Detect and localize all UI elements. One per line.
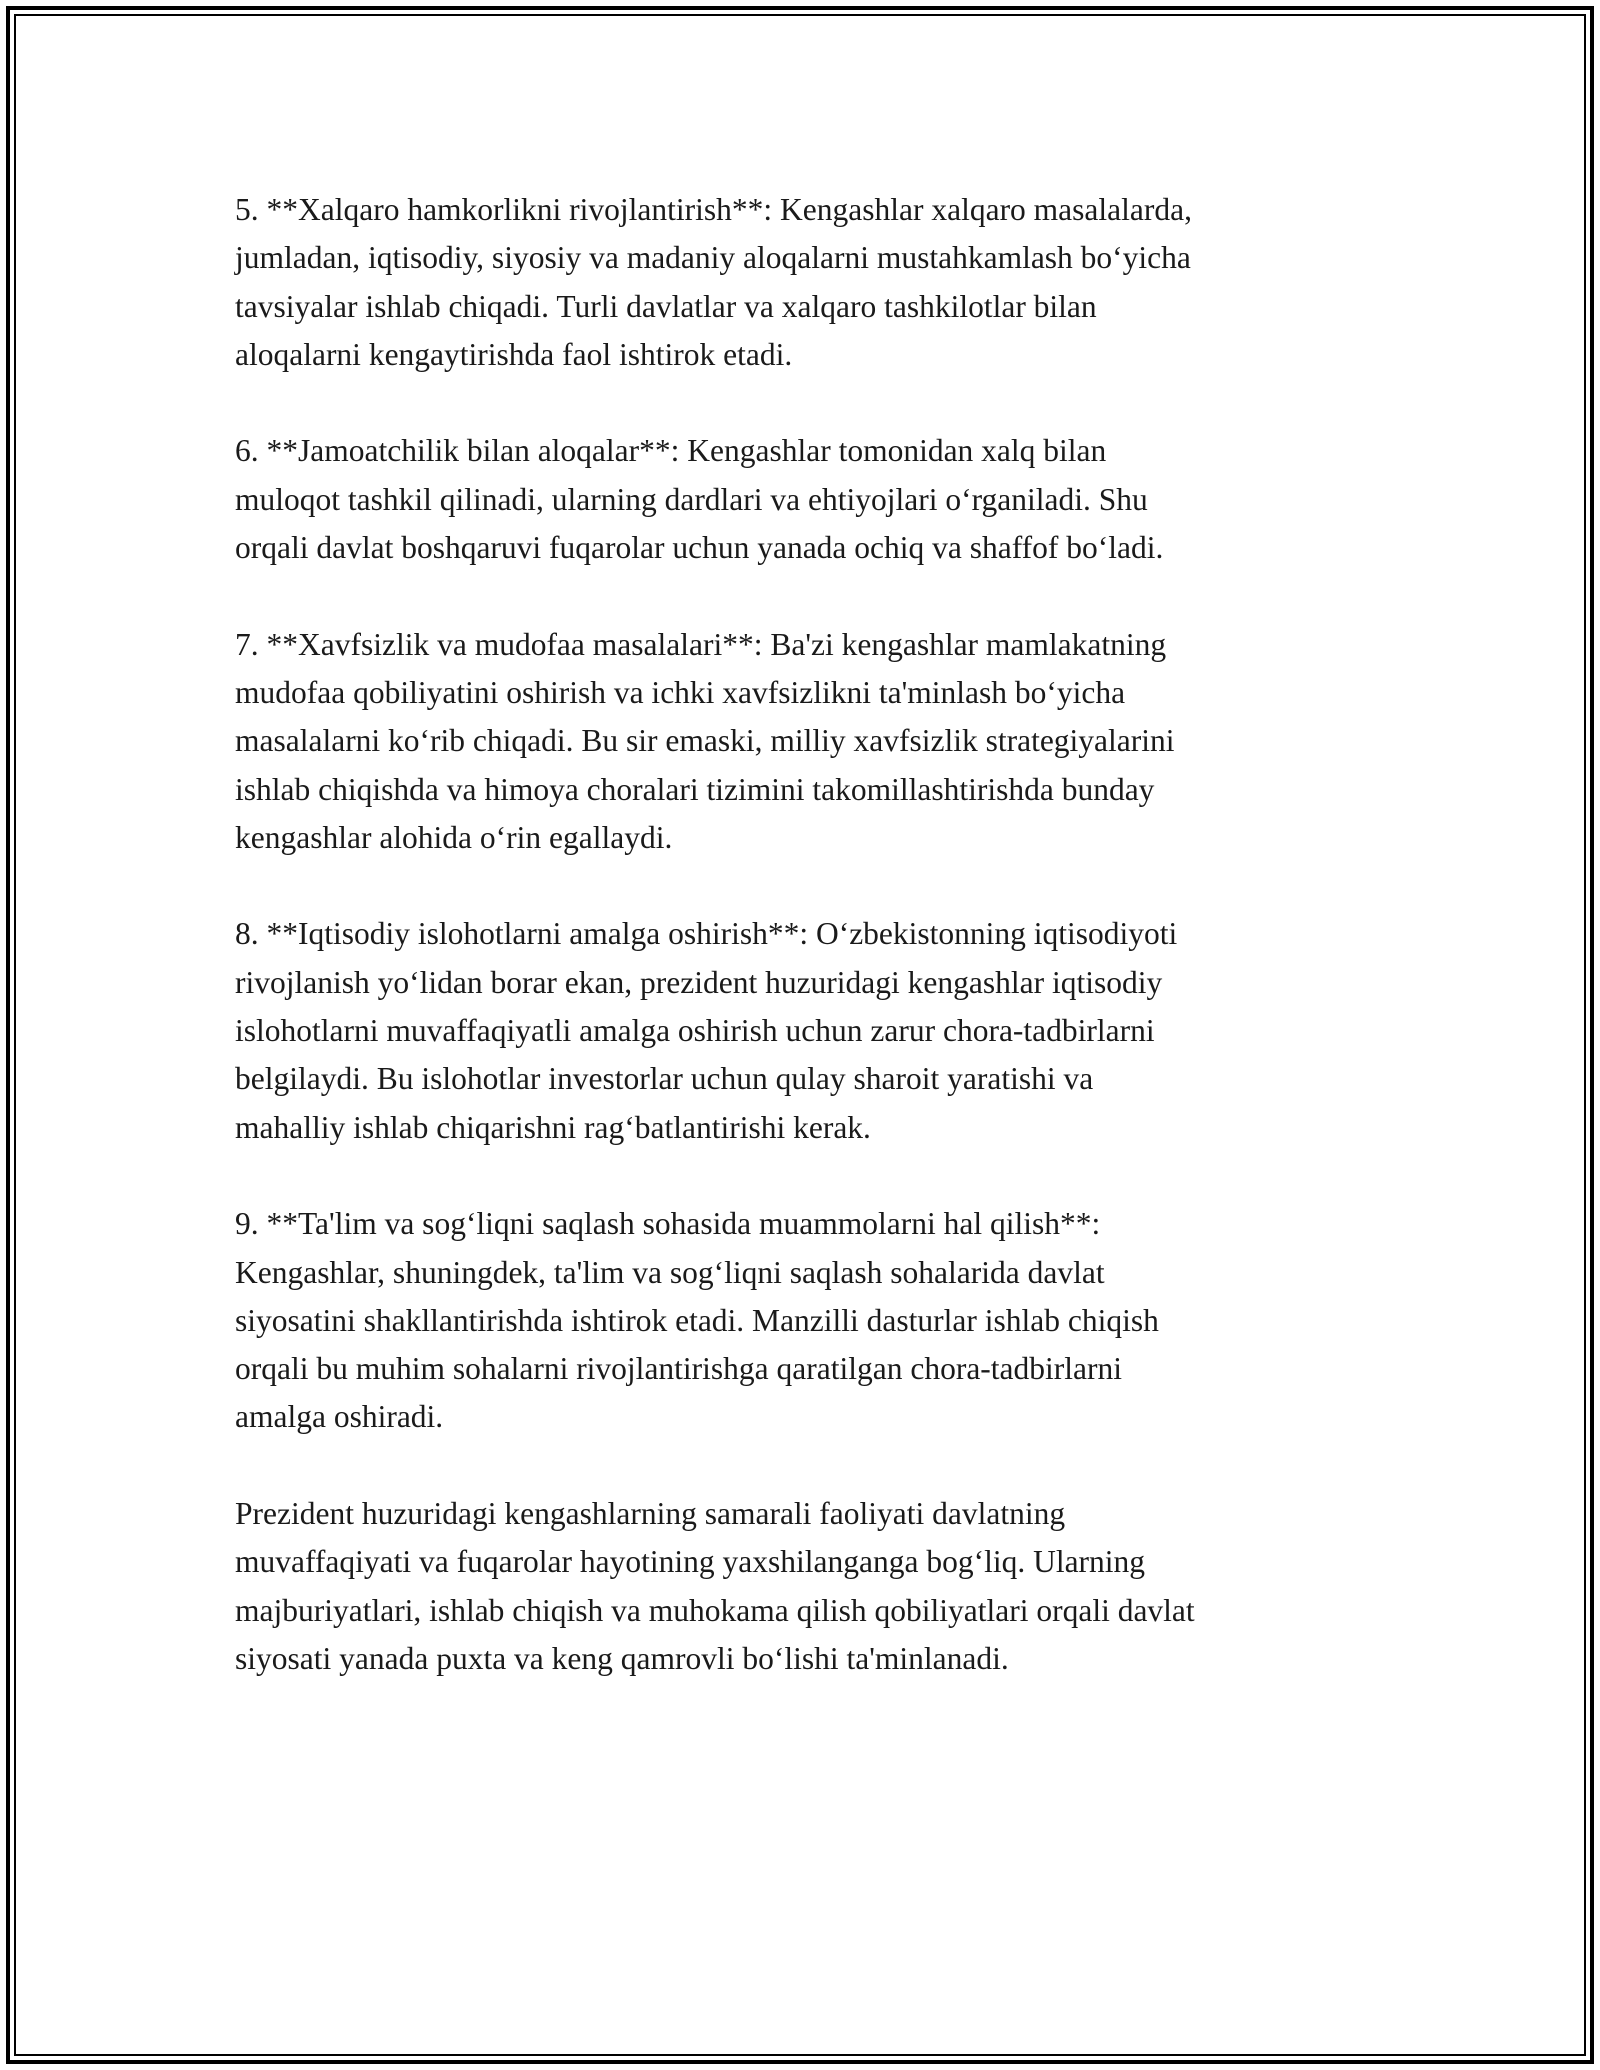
text-line: 8. **Iqtisodiy islohotlarni amalga oshirish**: O‘zbekistonning iqtisodiyoti: [235, 916, 1178, 952]
paragraph-education-health: [235, 1200, 1385, 1441]
text-line: tavsiyalar ishlab chiqadi. Turli davlatlar va xalqaro tashkilotlar bilan: [235, 288, 1097, 324]
text-line: siyosati yanada puxta va keng qamrovli bo‘lishi ta'minlanadi.: [235, 1640, 1009, 1676]
paragraph-international-cooperation: [235, 186, 1385, 379]
text-line: orqali davlat boshqaruvi fuqarolar uchun yanada ochiq va shaffof bo‘ladi.: [235, 530, 1164, 566]
text-line: mahalliy ishlab chiqarishni rag‘batlantirishi kerak.: [235, 1109, 871, 1145]
paragraph-public-relations: [235, 427, 1385, 572]
text-line: belgilaydi. Bu islohotlar investorlar uchun qulay sharoit yaratishi va: [235, 1061, 1094, 1097]
text-line: Prezident huzuridagi kengashlarning samarali faoliyati davlatning: [235, 1496, 1066, 1532]
document-body: [235, 186, 1385, 1732]
text-line: islohotlarni muvaffaqiyatli amalga oshirish uchun zarur chora-tadbirlarni: [235, 1013, 1155, 1049]
text-line: jumladan, iqtisodiy, siyosiy va madaniy aloqalarni mustahkamlash bo‘yicha: [235, 240, 1191, 276]
text-line: mudofaa qobiliyatini oshirish va ichki xavfsizlikni ta'minlash bo‘yicha: [235, 674, 1126, 710]
text-line: siyosatini shakllantirishda ishtirok etadi. Manzilli dasturlar ishlab chiqish: [235, 1302, 1159, 1338]
paragraph-security-defense: [235, 621, 1385, 862]
text-line: muvaffaqiyati va fuqarolar hayotining yaxshilanganga bog‘liq. Ularning: [235, 1544, 1146, 1580]
text-line: 7. **Xavfsizlik va mudofaa masalalari**: Ba'zi kengashlar mamlakatning: [235, 626, 1167, 662]
text-line: orqali bu muhim sohalarni rivojlantirishga qaratilgan chora-tadbirlarni: [235, 1351, 1122, 1387]
paragraph-conclusion: [235, 1490, 1385, 1683]
text-line: aloqalarni kengaytirishda faol ishtirok etadi.: [235, 336, 793, 372]
text-line: majburiyatlari, ishlab chiqish va muhokama qilish qobiliyatlari orqali davlat: [235, 1592, 1195, 1628]
text-line: muloqot tashkil qilinadi, ularning dardlari va ehtiyojlari o‘rganiladi. Shu: [235, 481, 1148, 517]
text-line: 6. **Jamoatchilik bilan aloqalar**: Kengashlar tomonidan xalq bilan: [235, 433, 1107, 469]
text-line: kengashlar alohida o‘rin egallaydi.: [235, 819, 673, 855]
text-line: amalga oshiradi.: [235, 1399, 444, 1435]
text-line: rivojlanish yo‘lidan borar ekan, prezident huzuridagi kengashlar iqtisodiy: [235, 964, 1163, 1000]
text-line: Kengashlar, shuningdek, ta'lim va sog‘liqni saqlash sohalarida davlat: [235, 1254, 1105, 1290]
text-line: 5. **Xalqaro hamkorlikni rivojlantirish**: Kengashlar xalqaro masalalarda,: [235, 192, 1192, 227]
text-line: 9. **Ta'lim va sog‘liqni saqlash sohasida muammolarni hal qilish**:: [235, 1206, 1101, 1242]
text-line: ishlab chiqishda va himoya choralari tizimini takomillashtirishda bunday: [235, 771, 1155, 807]
paragraph-economic-reforms: [235, 910, 1385, 1151]
text-line: masalalarni ko‘rib chiqadi. Bu sir emaski, milliy xavfsizlik strategiyalarini: [235, 723, 1175, 759]
